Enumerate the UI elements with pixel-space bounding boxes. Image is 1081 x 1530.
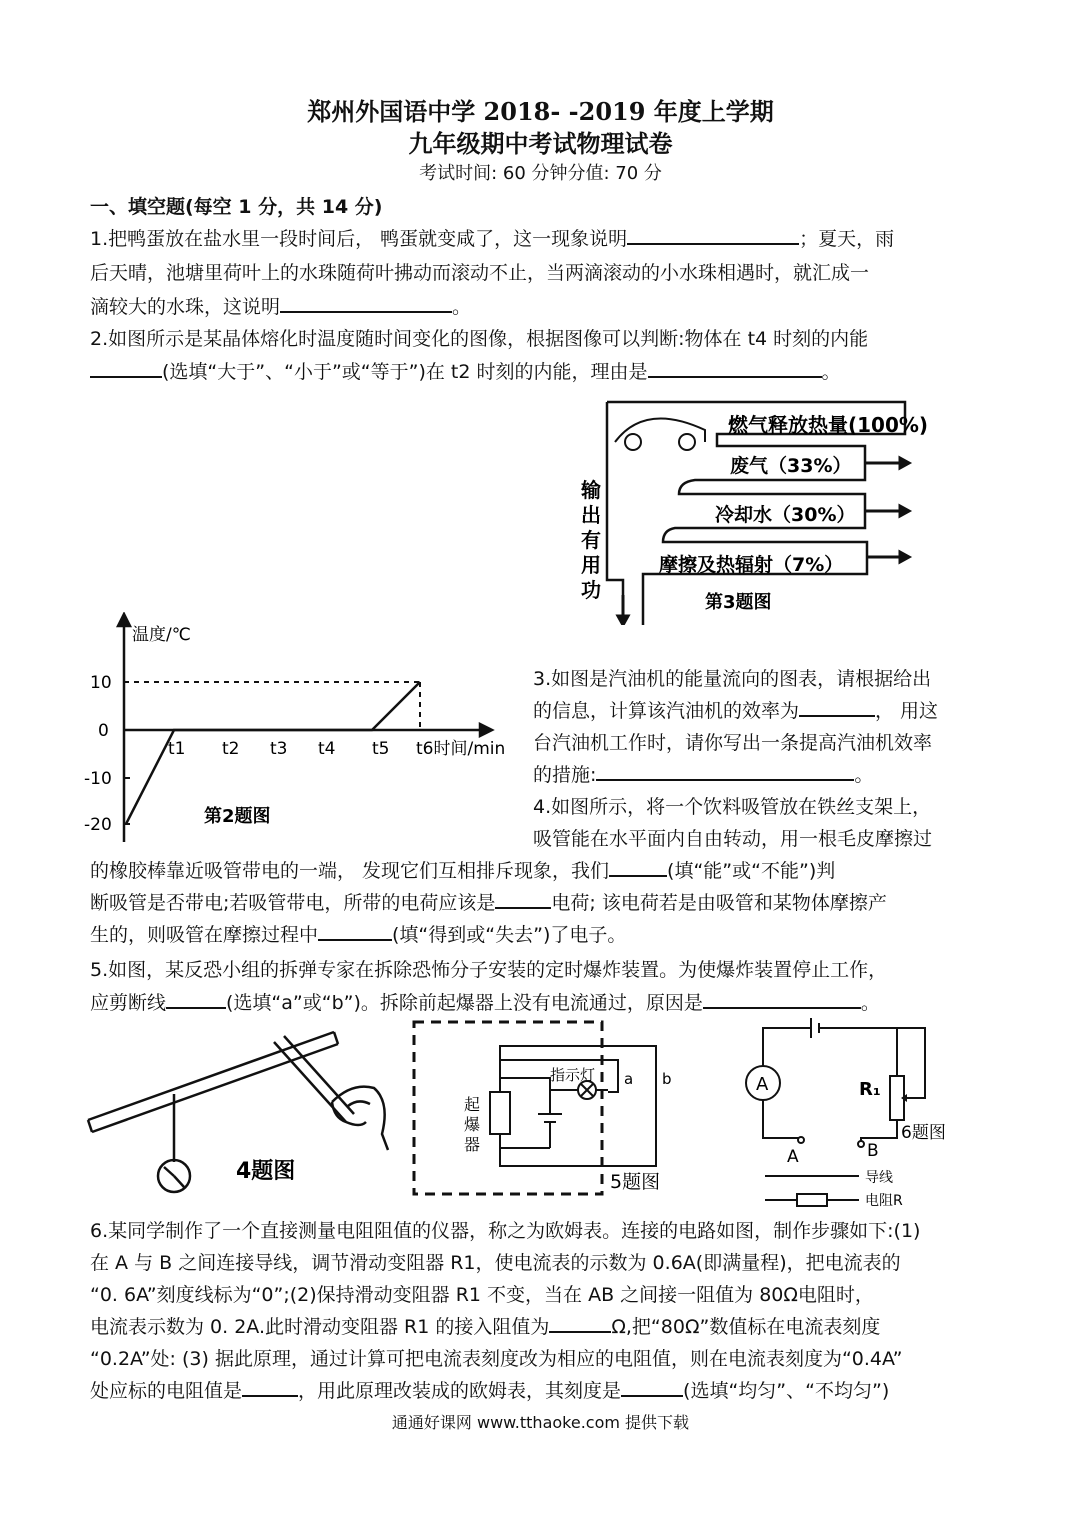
- fig2-xtick-t4: t4: [318, 739, 336, 759]
- fig5-detonator-1: 起: [464, 1095, 481, 1114]
- q6-text-b: Ω,把“80Ω”数值标在电流表刻度: [611, 1316, 881, 1338]
- q3-line2: [533, 696, 938, 723]
- figure-2-melting-graph: [82, 612, 527, 844]
- terminal-a: [798, 1137, 804, 1143]
- q4-blank-3[interactable]: [318, 921, 392, 941]
- q4-text-f: (填“得到或“失去”)了电子。: [392, 924, 627, 946]
- fig4-caption: 4题图: [236, 1159, 296, 1184]
- q4-text-d: 电荷; 该电荷若是由吸管和某物体摩擦产: [551, 892, 887, 914]
- figure-3-energy-flow: [575, 390, 940, 625]
- q6-line3: “0. 6A”刻度线标为“0”;(2)保持滑动变阻器 R1 不变，当在 AB 之间接一阻值为 80Ω电阻时，: [90, 1284, 874, 1306]
- q1-text-c: 滴较大的水珠，这说明: [90, 296, 281, 318]
- fig2-ytick-m20: -20: [84, 815, 112, 835]
- fig6-point-a: A: [787, 1147, 799, 1167]
- figure-6-ohmmeter: [735, 1016, 985, 1208]
- terminal-b: [858, 1141, 864, 1147]
- q6-blank-1[interactable]: [549, 1313, 611, 1333]
- q1-blank-1[interactable]: [627, 225, 799, 245]
- q4-text-a: 的橡胶棒靠近吸管带电的一端， 发现它们互相排斥现象，我们: [90, 860, 610, 882]
- fig5-wire-a: a: [624, 1070, 634, 1088]
- q6-text-a: 电流表示数为 0. 2A.此时滑动变阻器 R1 的接入阻值为: [90, 1316, 550, 1338]
- fig5-wire-b: b: [662, 1070, 672, 1088]
- q6-blank-2[interactable]: [242, 1377, 298, 1397]
- fig2-caption: 第2题图: [204, 806, 271, 827]
- q3-line1: 3.如图是汽油机的能量流向的图表，请根据给出: [533, 668, 932, 690]
- q4-line1: 4.如图所示，将一个饮料吸管放在铁丝支架上，: [533, 796, 932, 818]
- footer-credit: 通通好课网 www.tthaoke.com 提供下载: [391, 1413, 690, 1432]
- q5-line1: 5.如图，某反恐小组的拆弹专家在拆除恐怖分子安装的定时爆炸装置。为使爆炸装置停止工作，: [90, 959, 888, 981]
- fig2-ytick-0: 0: [98, 721, 109, 741]
- q1-blank-2[interactable]: [280, 293, 452, 313]
- fig6-legend-resistor: 电阻R: [865, 1193, 903, 1208]
- q3-text-a: 的信息，计算该汽油机的效率为: [533, 700, 800, 722]
- q4-text-c: 断吸管是否带电;若吸管带电，所带的电荷应该是: [90, 892, 496, 914]
- q3-line3: 台汽油机工作时，请你写出一条提高汽油机效率: [533, 732, 933, 754]
- q3-blank-1[interactable]: [799, 697, 875, 717]
- q5-text-b: (选填“a”或“b”)。拆除前起爆器上没有电流通过，原因是: [226, 992, 703, 1014]
- q3-blank-2[interactable]: [596, 761, 854, 781]
- fig2-ytick-10: 10: [90, 673, 112, 693]
- fig6-caption: 6题图: [901, 1123, 946, 1143]
- fig2-xtick-t2: t2: [222, 739, 240, 759]
- q4-line5: [90, 920, 626, 947]
- q2-blank-1[interactable]: [90, 358, 162, 378]
- q5-blank-2[interactable]: [703, 989, 861, 1009]
- q6-line4: [90, 1312, 880, 1339]
- ammeter-icon: [746, 1066, 780, 1100]
- fig3-caption: 第3题图: [705, 592, 772, 613]
- q6-text-e: (选填“均匀”、“不均匀”): [683, 1380, 890, 1402]
- q4-text-b: (填“能”或“不能”)判: [667, 860, 836, 882]
- figure-5-bomb-circuit: [410, 1018, 690, 1198]
- q1-text-d: 。: [452, 296, 472, 318]
- q4-text-e: 生的，则吸管在摩擦过程中: [90, 924, 319, 946]
- fig3-cooling-label: 冷却水（30%）: [715, 504, 856, 526]
- q1-line2: 后天晴，池塘里荷叶上的水珠随荷叶拂动而滚动不止，当两滴滚动的小水珠相遇时，就汇成一: [90, 262, 870, 284]
- exam-title-line2: 九年级期中考试物理试卷: [408, 129, 673, 158]
- q3-line4: [533, 760, 873, 787]
- fig3-useful-2: 出: [581, 503, 601, 527]
- q3-text-b: ， 用这: [875, 700, 939, 722]
- fig3-friction-label: 摩擦及热辐射（7%）: [659, 554, 844, 576]
- fig6-point-b: B: [867, 1141, 879, 1161]
- q1-line3: [90, 292, 471, 319]
- fig5-detonator-2: 爆: [464, 1115, 481, 1134]
- q2-text-a: (选填“大于”、“小于”或“等于”)在 t2 时刻的内能，理由是: [162, 361, 648, 383]
- fig2-ylabel: 温度/℃: [132, 625, 191, 645]
- section-heading: 一、填空题(每空 1 分，共 14 分): [90, 196, 383, 218]
- fig3-useful-1: 输: [581, 478, 601, 502]
- fig3-exhaust-label: 废气（33%）: [730, 455, 852, 477]
- q2-line1: 2.如图所示是某晶体熔化时温度随时间变化的图像，根据图像可以判断:物体在 t4 时刻的内能: [90, 328, 869, 350]
- q4-line3: [90, 856, 835, 883]
- q6-line2: 在 A 与 B 之间连接导线，调节滑动变阻器 R1，使电流表的示数为 0.6A(即满量程)，把电流表的: [90, 1252, 901, 1274]
- fig3-useful-5: 功: [581, 578, 601, 602]
- q4-blank-1[interactable]: [609, 857, 667, 877]
- q1-line1: [90, 224, 894, 251]
- q1-text-a: 1.把鸭蛋放在盐水里一段时间后， 鸭蛋就变咸了，这一现象说明: [90, 228, 628, 250]
- exam-info: 考试时间: 60 分钟分值: 70 分: [419, 163, 662, 184]
- figure-4-straw: [84, 1022, 404, 1198]
- q6-text-d: ，用此原理改装成的欧姆表，其刻度是: [298, 1380, 622, 1402]
- fig3-top-label: 燃气释放热量(100%): [728, 413, 929, 437]
- q2-text-b: 。: [821, 361, 841, 383]
- q4-line2: 吸管能在水平面内自由转动，用一根毛皮摩擦过: [533, 828, 933, 850]
- fig6-legend-wire: 导线: [865, 1170, 893, 1186]
- fig2-xtick-t1: t1: [168, 739, 186, 759]
- q4-blank-2[interactable]: [495, 889, 551, 909]
- q2-line2: [90, 357, 841, 384]
- fig5-caption: 5题图: [610, 1171, 661, 1193]
- q3-text-d: 。: [854, 764, 874, 786]
- fig3-useful-3: 有: [581, 528, 601, 552]
- detonator-box: [490, 1092, 510, 1134]
- q6-line5: “0.2A”处: (3) 据此原理，通过计算可把电流表刻度改为相应的电阻值，则在电流表刻度为“0.4A”: [90, 1348, 903, 1370]
- fig5-lamp-label: 指示灯: [550, 1066, 596, 1084]
- fig2-xtick-t3: t3: [270, 739, 288, 759]
- q6-text-c: 处应标的电阻值是: [90, 1380, 243, 1402]
- q6-line6: [90, 1376, 889, 1403]
- fig5-detonator-3: 器: [464, 1135, 481, 1154]
- car-icon: [625, 434, 695, 450]
- fig2-xlabel: t6时间/min: [416, 739, 506, 759]
- q6-blank-3[interactable]: [621, 1377, 683, 1397]
- q3-text-c: 的措施:: [533, 764, 597, 786]
- fig3-useful-4: 用: [581, 553, 601, 577]
- q5-line2: [90, 988, 880, 1015]
- fig6-ammeter-label: A: [756, 1074, 769, 1095]
- fig2-xtick-t5: t5: [372, 739, 390, 759]
- fig6-r1-label: R₁: [859, 1079, 881, 1100]
- fig2-ytick-m10: -10: [84, 769, 112, 789]
- q4-line4: [90, 888, 887, 915]
- exam-title-line1: 郑州外国语中学 2018- -2019 年度上学期: [307, 97, 774, 126]
- q5-blank-1[interactable]: [166, 989, 226, 1009]
- q1-text-b: ；夏天，雨: [799, 228, 895, 250]
- q6-line1: 6.某同学制作了一个直接测量电阻阻值的仪器，称之为欧姆表。连接的电路如图，制作步骤如下:(1): [90, 1220, 921, 1242]
- q5-text-c: 。: [860, 992, 880, 1014]
- q5-text-a: 应剪断线: [90, 992, 167, 1014]
- q2-blank-2[interactable]: [648, 358, 822, 378]
